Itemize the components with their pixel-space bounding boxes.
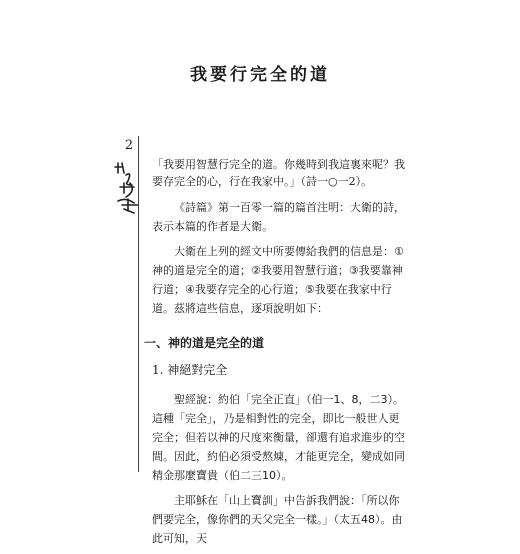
scripture-quote: 「我要用智慧行完全的道。你幾時到我這裏來呢？我要存完全的心，行在我家中。」（詩一○一2）。 xyxy=(152,158,405,188)
body-text xyxy=(144,156,408,554)
margin-rule xyxy=(138,136,139,472)
page-title: 我要行完全的道 xyxy=(190,65,330,85)
page-number: 2 xyxy=(124,138,134,153)
subsection-heading xyxy=(152,361,408,378)
subsection-title: 神絕對完全 xyxy=(167,363,228,377)
paragraph: 聖經說：約伯「完全正直」（伯一1、8，二3）。這種「完全」，乃是相對性的完全，即比一般世人更完全；但若以神的尺度來衡量，卻還有追求進步的空間。因此，約伯必須受熬煉，才能更完全，變成如同精金那麼寶貴（伯二三10）。 xyxy=(152,393,405,482)
margin-header xyxy=(112,138,146,217)
paragraph: 主耶穌在「山上寶訓」中告訴我們說：「所以你們要完全，像你們的天父完全一樣。」（太五48）。由此可知，天 xyxy=(152,494,403,545)
paragraph: 大衛在上列的經文中所要傳給我們的信息是：①神的道是完全的道；②我要用智慧行道；③我要靠神行道；④我要存完全的心行道；⑤我要在我家中行道。茲將這些信息，逐項說明如下： xyxy=(152,245,404,315)
section-heading: 一、神的道是完全的道 xyxy=(144,336,265,350)
paragraph: 《詩篇》第一百零一篇的篇首注明：大衛的詩，表示本篇的作者是大衛。 xyxy=(152,201,405,233)
calligraphy-logo xyxy=(112,157,146,217)
subsection-number: 1. xyxy=(152,363,164,377)
